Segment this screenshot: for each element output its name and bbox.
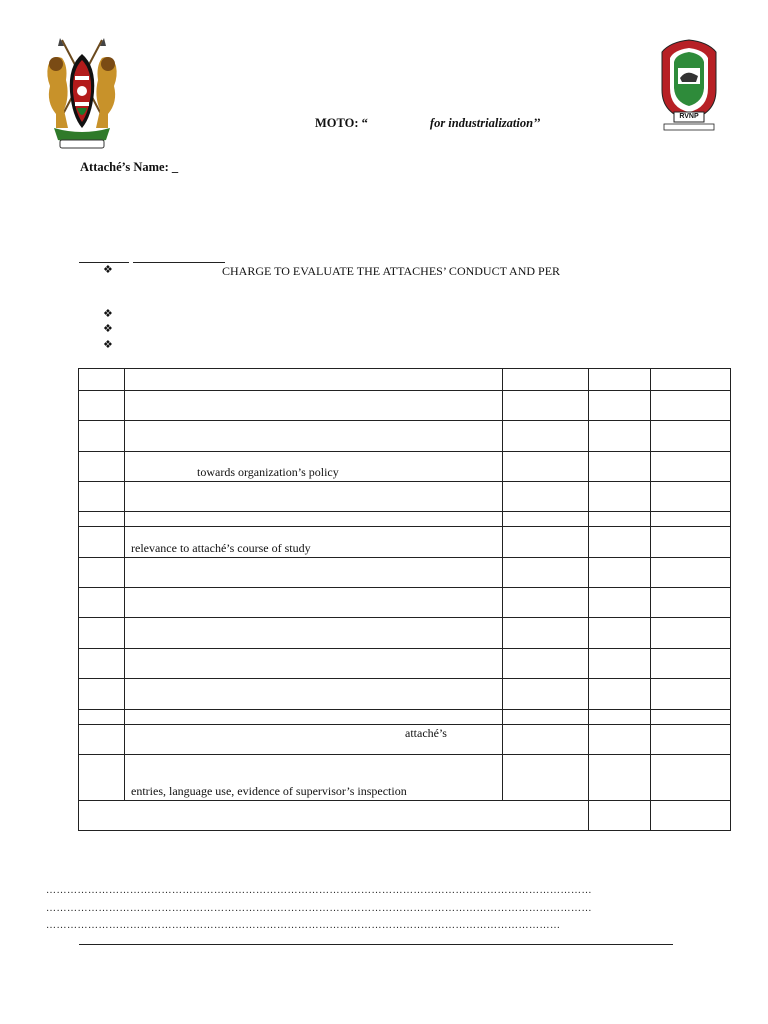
table-cell: entries, language use, evidence of supervisor’s inspection <box>125 755 503 801</box>
table-cell <box>79 588 125 618</box>
table-cell <box>589 710 651 725</box>
table-total-row <box>79 801 731 831</box>
table-cell <box>651 482 731 512</box>
table-cell <box>589 369 651 391</box>
table-row <box>79 391 731 421</box>
table-cell <box>503 725 589 755</box>
table-cell <box>79 558 125 588</box>
comment-dotted-line: ………………………………………………………………………………………………………………………………………… <box>46 903 592 914</box>
table-cell <box>651 755 731 801</box>
table-cell <box>589 618 651 649</box>
table-cell <box>651 391 731 421</box>
moto-text: for industrialization’’ <box>429 116 541 130</box>
table-cell <box>125 512 503 527</box>
table-cell <box>651 618 731 649</box>
table-cell <box>79 512 125 527</box>
table-cell <box>651 421 731 452</box>
table-cell <box>79 391 125 421</box>
table-cell <box>79 649 125 679</box>
kenya-coat-of-arms-icon <box>44 36 120 152</box>
moto-label: MOTO: “ <box>315 116 368 130</box>
table-cell <box>125 710 503 725</box>
table-cell <box>125 369 503 391</box>
table-cell <box>503 369 589 391</box>
bullet-icon: ❖ <box>103 308 113 320</box>
signature-line <box>79 944 673 945</box>
table-cell <box>79 755 125 801</box>
table-row <box>79 755 731 801</box>
table-cell <box>79 369 125 391</box>
table-row <box>79 710 731 725</box>
table-cell <box>651 512 731 527</box>
table-header-row <box>79 369 731 391</box>
table-cell <box>125 558 503 588</box>
table-cell <box>589 421 651 452</box>
table-row <box>79 452 731 482</box>
table-cell <box>651 801 731 831</box>
table-cell: relevance to attaché’s course of study <box>125 527 503 558</box>
table-cell <box>651 452 731 482</box>
table-cell <box>79 482 125 512</box>
attache-name-label: Attaché’s Name: _ <box>80 160 179 174</box>
table-cell <box>651 679 731 710</box>
table-row <box>79 512 731 527</box>
table-cell <box>503 710 589 725</box>
table-cell <box>503 512 589 527</box>
table-cell <box>589 482 651 512</box>
table-row <box>79 649 731 679</box>
table-cell <box>589 558 651 588</box>
table-cell <box>503 618 589 649</box>
table-cell <box>651 369 731 391</box>
table-cell <box>125 649 503 679</box>
table-cell <box>125 679 503 710</box>
table-cell <box>125 391 503 421</box>
table-cell <box>589 512 651 527</box>
table-cell <box>589 527 651 558</box>
table-cell <box>125 618 503 649</box>
table-row <box>79 725 731 755</box>
table-cell <box>503 452 589 482</box>
rvnp-polytechnic-crest-icon <box>658 38 720 136</box>
blank-line <box>133 262 225 263</box>
table-cell <box>589 755 651 801</box>
table-row <box>79 421 731 452</box>
table-cell <box>651 588 731 618</box>
table-cell <box>589 801 651 831</box>
table-cell <box>589 679 651 710</box>
comment-dotted-line: ………………………………………………………………………………………………………………………………… <box>46 920 561 931</box>
table-cell <box>503 679 589 710</box>
table-cell <box>651 527 731 558</box>
table-row <box>79 679 731 710</box>
table-cell <box>125 588 503 618</box>
table-cell <box>651 710 731 725</box>
table-cell <box>79 527 125 558</box>
table-cell <box>651 558 731 588</box>
table-cell <box>589 588 651 618</box>
table-row <box>79 588 731 618</box>
table-cell <box>589 452 651 482</box>
table-cell <box>125 482 503 512</box>
table-row <box>79 558 731 588</box>
table-row <box>79 527 731 558</box>
moto-line <box>315 116 540 131</box>
table-cell <box>503 588 589 618</box>
bullet-icon: ❖ <box>103 264 113 276</box>
bullet-icon: ❖ <box>103 323 113 335</box>
table-cell: attaché’s <box>125 725 503 755</box>
table-cell <box>79 725 125 755</box>
table-cell <box>589 391 651 421</box>
table-cell <box>503 391 589 421</box>
table-cell <box>79 679 125 710</box>
comment-dotted-line: ………………………………………………………………………………………………………………………………………… <box>46 885 592 896</box>
table-cell <box>503 421 589 452</box>
table-cell <box>651 725 731 755</box>
table-cell <box>589 725 651 755</box>
section-heading: CHARGE TO EVALUATE THE ATTACHES’ CONDUCT AND PER <box>222 264 561 278</box>
table-cell <box>503 755 589 801</box>
table-cell <box>79 452 125 482</box>
table-cell <box>651 649 731 679</box>
table-cell <box>589 649 651 679</box>
table-row <box>79 618 731 649</box>
table-cell <box>503 649 589 679</box>
evaluation-table <box>78 368 731 831</box>
table-cell <box>503 527 589 558</box>
table-cell: towards organization’s policy <box>125 452 503 482</box>
rvnp-logo-text: RVNP <box>679 113 699 120</box>
table-row <box>79 482 731 512</box>
table-cell <box>79 710 125 725</box>
bullet-icon: ❖ <box>103 339 113 351</box>
table-cell <box>125 421 503 452</box>
table-cell <box>79 801 589 831</box>
table-cell <box>503 558 589 588</box>
table-cell <box>79 421 125 452</box>
table-cell <box>79 618 125 649</box>
table-cell <box>503 482 589 512</box>
